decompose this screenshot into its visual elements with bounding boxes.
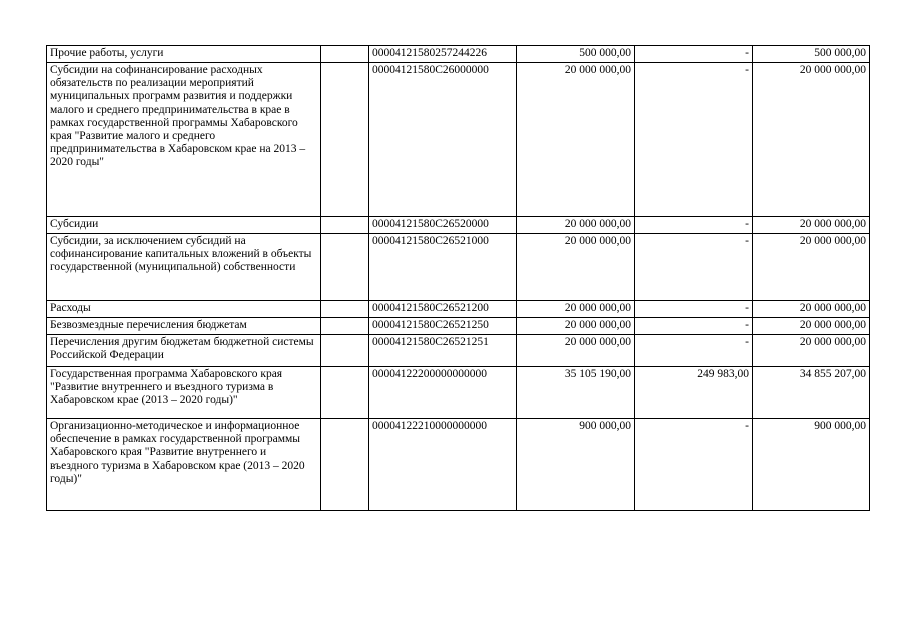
row-code-cell: 00004122210000000000 (369, 419, 517, 511)
row-executed-cell: - (635, 335, 753, 367)
table-row (47, 318, 870, 335)
row-remaining-cell: 20 000 000,00 (753, 318, 870, 335)
row-name-cell: Прочие работы, услуги (47, 46, 321, 63)
row-code-cell: 00004121580С26521200 (369, 301, 517, 318)
row-code-cell: 00004121580С26521250 (369, 318, 517, 335)
row-empty-cell (321, 318, 369, 335)
table-row (47, 234, 870, 301)
row-name-cell: Субсидии (47, 217, 321, 234)
row-executed-cell: - (635, 318, 753, 335)
row-approved-cell: 900 000,00 (517, 419, 635, 511)
row-empty-cell (321, 301, 369, 318)
table-row (47, 301, 870, 318)
row-remaining-cell: 20 000 000,00 (753, 217, 870, 234)
row-code-cell: 00004121580С26521251 (369, 335, 517, 367)
row-remaining-cell: 20 000 000,00 (753, 234, 870, 301)
row-executed-cell: 249 983,00 (635, 367, 753, 419)
row-name-cell: Безвозмездные перечисления бюджетам (47, 318, 321, 335)
row-executed-cell: - (635, 63, 753, 217)
table-row (47, 419, 870, 511)
row-name-cell: Организационно-методическое и информационное обеспечение в рамках государственной программы Хабаровского края "Развитие внутреннего и въездного туризма в Хабаровском крае (2013 – 2020 годы)" (47, 419, 321, 511)
row-empty-cell (321, 46, 369, 63)
row-code-cell: 00004121580С26000000 (369, 63, 517, 217)
budget-execution-table (46, 45, 870, 511)
row-empty-cell (321, 419, 369, 511)
row-approved-cell: 20 000 000,00 (517, 318, 635, 335)
row-empty-cell (321, 367, 369, 419)
row-remaining-cell: 20 000 000,00 (753, 63, 870, 217)
row-name-cell: Субсидии, за исключением субсидий на софинансирование капитальных вложений в объекты государственной (муниципальной) собственности (47, 234, 321, 301)
table-row (47, 217, 870, 234)
row-name-cell: Перечисления другим бюджетам бюджетной системы Российской Федерации (47, 335, 321, 367)
row-empty-cell (321, 234, 369, 301)
row-name-cell: Субсидии на софинансирование расходных обязательств по реализации мероприятий муниципальных программ развития и поддержки малого и среднего предпринимательства в крае в рамках государственной программы Хабаровского края "Развитие малого и среднего предпринимательства в Хабаровском крае на 2013 – 2020 годы" (47, 63, 321, 217)
row-approved-cell: 20 000 000,00 (517, 301, 635, 318)
row-empty-cell (321, 63, 369, 217)
table-row (47, 335, 870, 367)
row-approved-cell: 20 000 000,00 (517, 217, 635, 234)
row-empty-cell (321, 335, 369, 367)
table-row (47, 367, 870, 419)
row-executed-cell: - (635, 301, 753, 318)
row-code-cell: 00004121580С26520000 (369, 217, 517, 234)
row-approved-cell: 20 000 000,00 (517, 335, 635, 367)
row-remaining-cell: 20 000 000,00 (753, 335, 870, 367)
row-approved-cell: 20 000 000,00 (517, 63, 635, 217)
row-remaining-cell: 34 855 207,00 (753, 367, 870, 419)
row-executed-cell: - (635, 46, 753, 63)
row-remaining-cell: 900 000,00 (753, 419, 870, 511)
row-remaining-cell: 20 000 000,00 (753, 301, 870, 318)
row-executed-cell: - (635, 419, 753, 511)
row-approved-cell: 20 000 000,00 (517, 234, 635, 301)
row-empty-cell (321, 217, 369, 234)
row-code-cell: 00004121580С26521000 (369, 234, 517, 301)
table-row (47, 63, 870, 217)
row-approved-cell: 35 105 190,00 (517, 367, 635, 419)
row-name-cell: Государственная программа Хабаровского края "Развитие внутреннего и въездного туризма в Хабаровском крае (2013 – 2020 годы)" (47, 367, 321, 419)
table-row (47, 46, 870, 63)
row-name-cell: Расходы (47, 301, 321, 318)
row-approved-cell: 500 000,00 (517, 46, 635, 63)
row-executed-cell: - (635, 234, 753, 301)
row-executed-cell: - (635, 217, 753, 234)
row-code-cell: 00004121580257244226 (369, 46, 517, 63)
row-remaining-cell: 500 000,00 (753, 46, 870, 63)
row-code-cell: 00004122200000000000 (369, 367, 517, 419)
